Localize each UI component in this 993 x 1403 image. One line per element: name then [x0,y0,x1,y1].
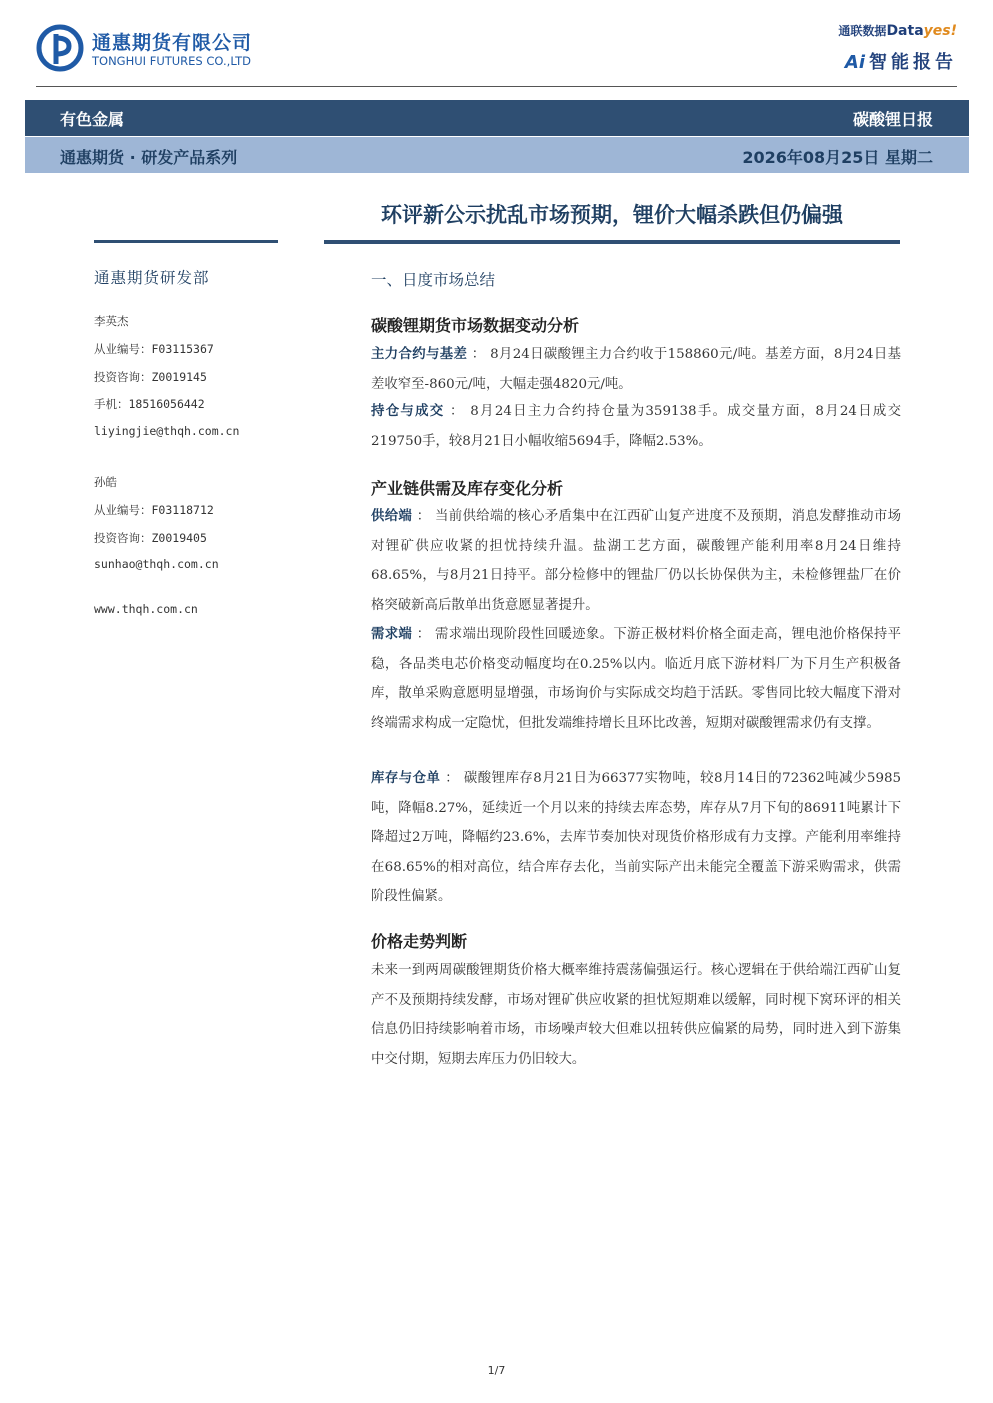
analyst-consult-id: 投资咨询：Z0019405 [94,531,207,545]
analyst-email[interactable]: liyingjie@thqh.com.cn [94,424,240,438]
paragraph [371,397,901,456]
sidebar-rule [94,240,278,243]
category-label: 有色金属 [60,110,125,129]
datayes-logo-yes: yes! [923,23,957,39]
paragraph [371,340,901,399]
datayes-logo-cn: 通联数据 [838,24,887,38]
paragraph-text: ： 8月24日碳酸锂主力合约收于158860元/吨。基差方面，8月24日基差收窄至-860元/吨，大幅走强4820元/吨。 [371,347,901,392]
category-bar [25,100,969,136]
series-label: 通惠期货 · 研发产品系列 [60,148,238,167]
report-title: 环评新公示扰乱市场预期，锂价大幅杀跌但仍偏强 [381,203,843,227]
paragraph-text: ： 当前供给端的核心矛盾集中在江西矿山复产进度不及预期，消息发酵推动市场对锂矿供应收紧的担忧持续升温。盐湖工艺方面，碳酸锂产能利用率8月24日维持68.65%，与8月21日持平。部分检修中的锂盐厂仍以长协保供为主，未检修锂盐厂在价格突破新高后散单出货意愿显著提升。 [371,509,902,613]
paragraph-label: 需求端 [371,626,413,642]
title-rule [324,240,900,244]
ai-mark: Ai [844,52,865,73]
paragraph-text: ： 需求端出现阶段性回暖迹象。下游正极材料价格全面走高，锂电池价格保持平稳，各品类电芯价格变动幅度均在0.25%以内。临近月底下游材料厂为下月生产积极备库，散单采购意愿明显增强，市场询价与实际成交均趋于活跃。零售同比较大幅度下滑对终端需求构成一定隐忧，但批发端维持增长且环比改善，短期对碳酸锂需求仍有支撑。 [371,627,902,731]
report-type-label: 碳酸锂日报 [852,110,933,129]
analyst-license: 从业编号：F03118712 [94,503,214,517]
subheading: 碳酸锂期货市场数据变动分析 [371,316,580,335]
paragraph-label: 库存与仓单 [371,770,441,786]
website-link[interactable]: www.thqh.com.cn [94,602,198,616]
subheading: 产业链供需及库存变化分析 [371,479,564,498]
analyst-email[interactable]: sunhao@thqh.com.cn [94,557,219,571]
paragraph-label: 主力合约与基差 [371,346,468,362]
paragraph-text: ： 碳酸锂库存8月21日为66377实物吨，较8月14日的72362吨减少5985吨，降幅8.27%，延续近一个月以来的持续去库态势，库存从7月下旬的86911吨累计下降超过2万吨，降幅约23.6%，去库节奏加快对现货价格形成有力支撑。产能利用率维持在68.65%的相对高位，结合库存去化，当前实际产出未能完全覆盖下游采购需求，供需阶段性偏紧。 [371,771,902,904]
page-number: 1/7 [487,1364,506,1377]
section-heading: 一、日度市场总结 [371,271,496,289]
header-divider [36,86,957,87]
paragraph-label: 持仓与成交 [371,403,445,419]
paragraph [371,502,901,620]
paragraph-label: 供给端 [371,508,413,524]
company-name-en: TONGHUI FUTURES CO.,LTD [92,54,252,68]
analyst-name: 李英杰 [94,314,129,328]
paragraph [371,764,901,912]
paragraph-text: ： 8月24日主力合约持仓量为359138手。成交量方面，8月24日成交219750手，较8月21日小幅收缩5694手，降幅2.53%。 [371,404,902,449]
analyst-phone: 手机：18516056442 [94,397,205,411]
analyst-license: 从业编号：F03115367 [94,342,214,356]
paragraph: 未来一到两周碳酸锂期货价格大概率维持震荡偏强运行。核心逻辑在于供给端江西矿山复产不及预期持续发酵，市场对锂矿供应收紧的担忧短期难以缓解，同时枧下窝环评的相关信息仍旧持续影响着市场，市场噪声较大但难以扭转供应偏紧的局势，同时进入到下游集中交付期，短期去库压力仍旧较大。 [371,963,901,1067]
paragraph [371,620,901,738]
report-date: 2026年08月25日 星期二 [742,148,933,167]
series-bar [25,137,969,173]
analyst-consult-id: 投资咨询：Z0019145 [94,370,207,384]
dept-name: 通惠期货研发部 [94,269,210,287]
analyst-name: 孙皓 [94,475,117,489]
datayes-logo [838,22,957,39]
ai-report-text: 智能报告 [869,52,957,73]
datayes-logo-data: Data [886,23,924,39]
company-logo-icon [36,24,84,72]
company-name-cn: 通惠期货有限公司 [92,32,253,54]
subheading: 价格走势判断 [371,932,468,951]
ai-report-label [845,48,957,74]
